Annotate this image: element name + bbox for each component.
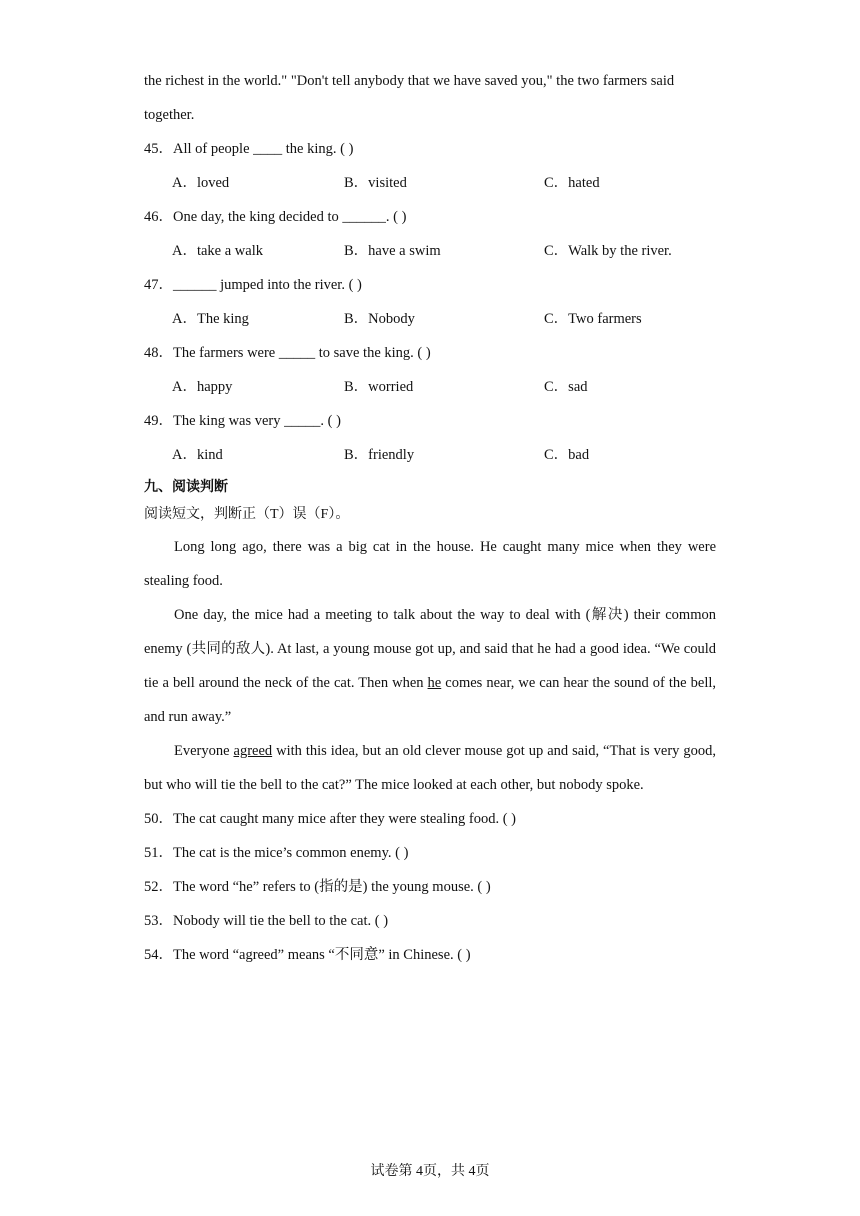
option-b: B．friendly (344, 447, 415, 463)
options-row (144, 370, 716, 404)
question-stem: 45．All of people ____ the king. ( ) (144, 141, 354, 157)
option-c: C．bad (544, 447, 590, 463)
question-stem: 49．The king was very _____. ( ) (144, 413, 341, 429)
passage-paragraph-3 (144, 734, 716, 802)
continuation-line-2: together. (144, 107, 195, 123)
option-b: B．visited (344, 175, 407, 191)
paragraph-text: Everyone (174, 743, 234, 759)
underlined-word-agreed: agreed (233, 743, 273, 759)
section-heading: 九、阅读判断 (144, 479, 228, 495)
question-51: 51．The cat is the mice’s common enemy. ( ) (144, 845, 409, 861)
paragraph-text: with this idea, but an old clever mouse got up and said, “That is very good, but who will tie the bell to the cat?” The mice looked at each other, but nobody spoke. (144, 743, 716, 793)
passage-paragraph-1: Long long ago, there was a big cat in the house. He caught many mice when they were stealing food. (144, 539, 716, 589)
question-54: 54．The word “agreed” means “不同意” in Chinese. ( ) (144, 947, 471, 963)
option-b: B．Nobody (344, 311, 415, 327)
option-a: A．loved (172, 175, 230, 191)
question-46 (144, 200, 716, 268)
option-c: C．Two farmers (544, 311, 642, 327)
passage-paragraph-2 (144, 598, 716, 734)
question-50: 50．The cat caught many mice after they were stealing food. ( ) (144, 811, 517, 827)
continuation-line-1: the richest in the world." "Don't tell anybody that we have saved you," the two farmers said (144, 73, 675, 89)
page-footer: 试卷第 4页，共 4页 (370, 1164, 490, 1179)
underlined-word-he: he (427, 675, 442, 691)
passage-continuation (144, 64, 716, 132)
question-49 (144, 404, 716, 472)
question-stem: 48．The farmers were _____ to save the king. ( ) (144, 345, 431, 361)
option-a: A．The king (172, 311, 249, 327)
options-row (144, 166, 716, 200)
option-c: C．hated (544, 175, 600, 191)
question-47 (144, 268, 716, 336)
question-48 (144, 336, 716, 404)
options-row (144, 302, 716, 336)
page-content (144, 64, 716, 972)
option-a: A．take a walk (172, 243, 263, 259)
option-a: A．happy (172, 379, 233, 395)
option-a: A．kind (172, 447, 223, 463)
question-45 (144, 132, 716, 200)
paragraph-text: comes near, we can hear the sound of the bell, and run away.” (144, 675, 716, 725)
question-stem: 47．______ jumped into the river. ( ) (144, 277, 362, 293)
question-52: 52．The word “he” refers to (指的是) the young mouse. ( ) (144, 879, 491, 895)
options-row (144, 438, 716, 472)
section-instruction: 阅读短文，判断正（T）误（F）。 (144, 507, 350, 522)
paragraph-text: One day, the mice had a meeting to talk about the way to deal with (解决) their common enemy (共同的敌人). At last, a young mouse got up, and said that he had a good idea. “We could tie a bell around the neck of the cat. Then when (144, 607, 716, 691)
option-c: C．sad (544, 379, 588, 395)
question-53: 53．Nobody will tie the bell to the cat. ( ) (144, 913, 389, 929)
options-row (144, 234, 716, 268)
option-b: B．have a swim (344, 243, 441, 259)
option-c: C．Walk by the river. (544, 243, 672, 259)
option-b: B．worried (344, 379, 414, 395)
question-stem: 46．One day, the king decided to ______. ( ) (144, 209, 407, 225)
